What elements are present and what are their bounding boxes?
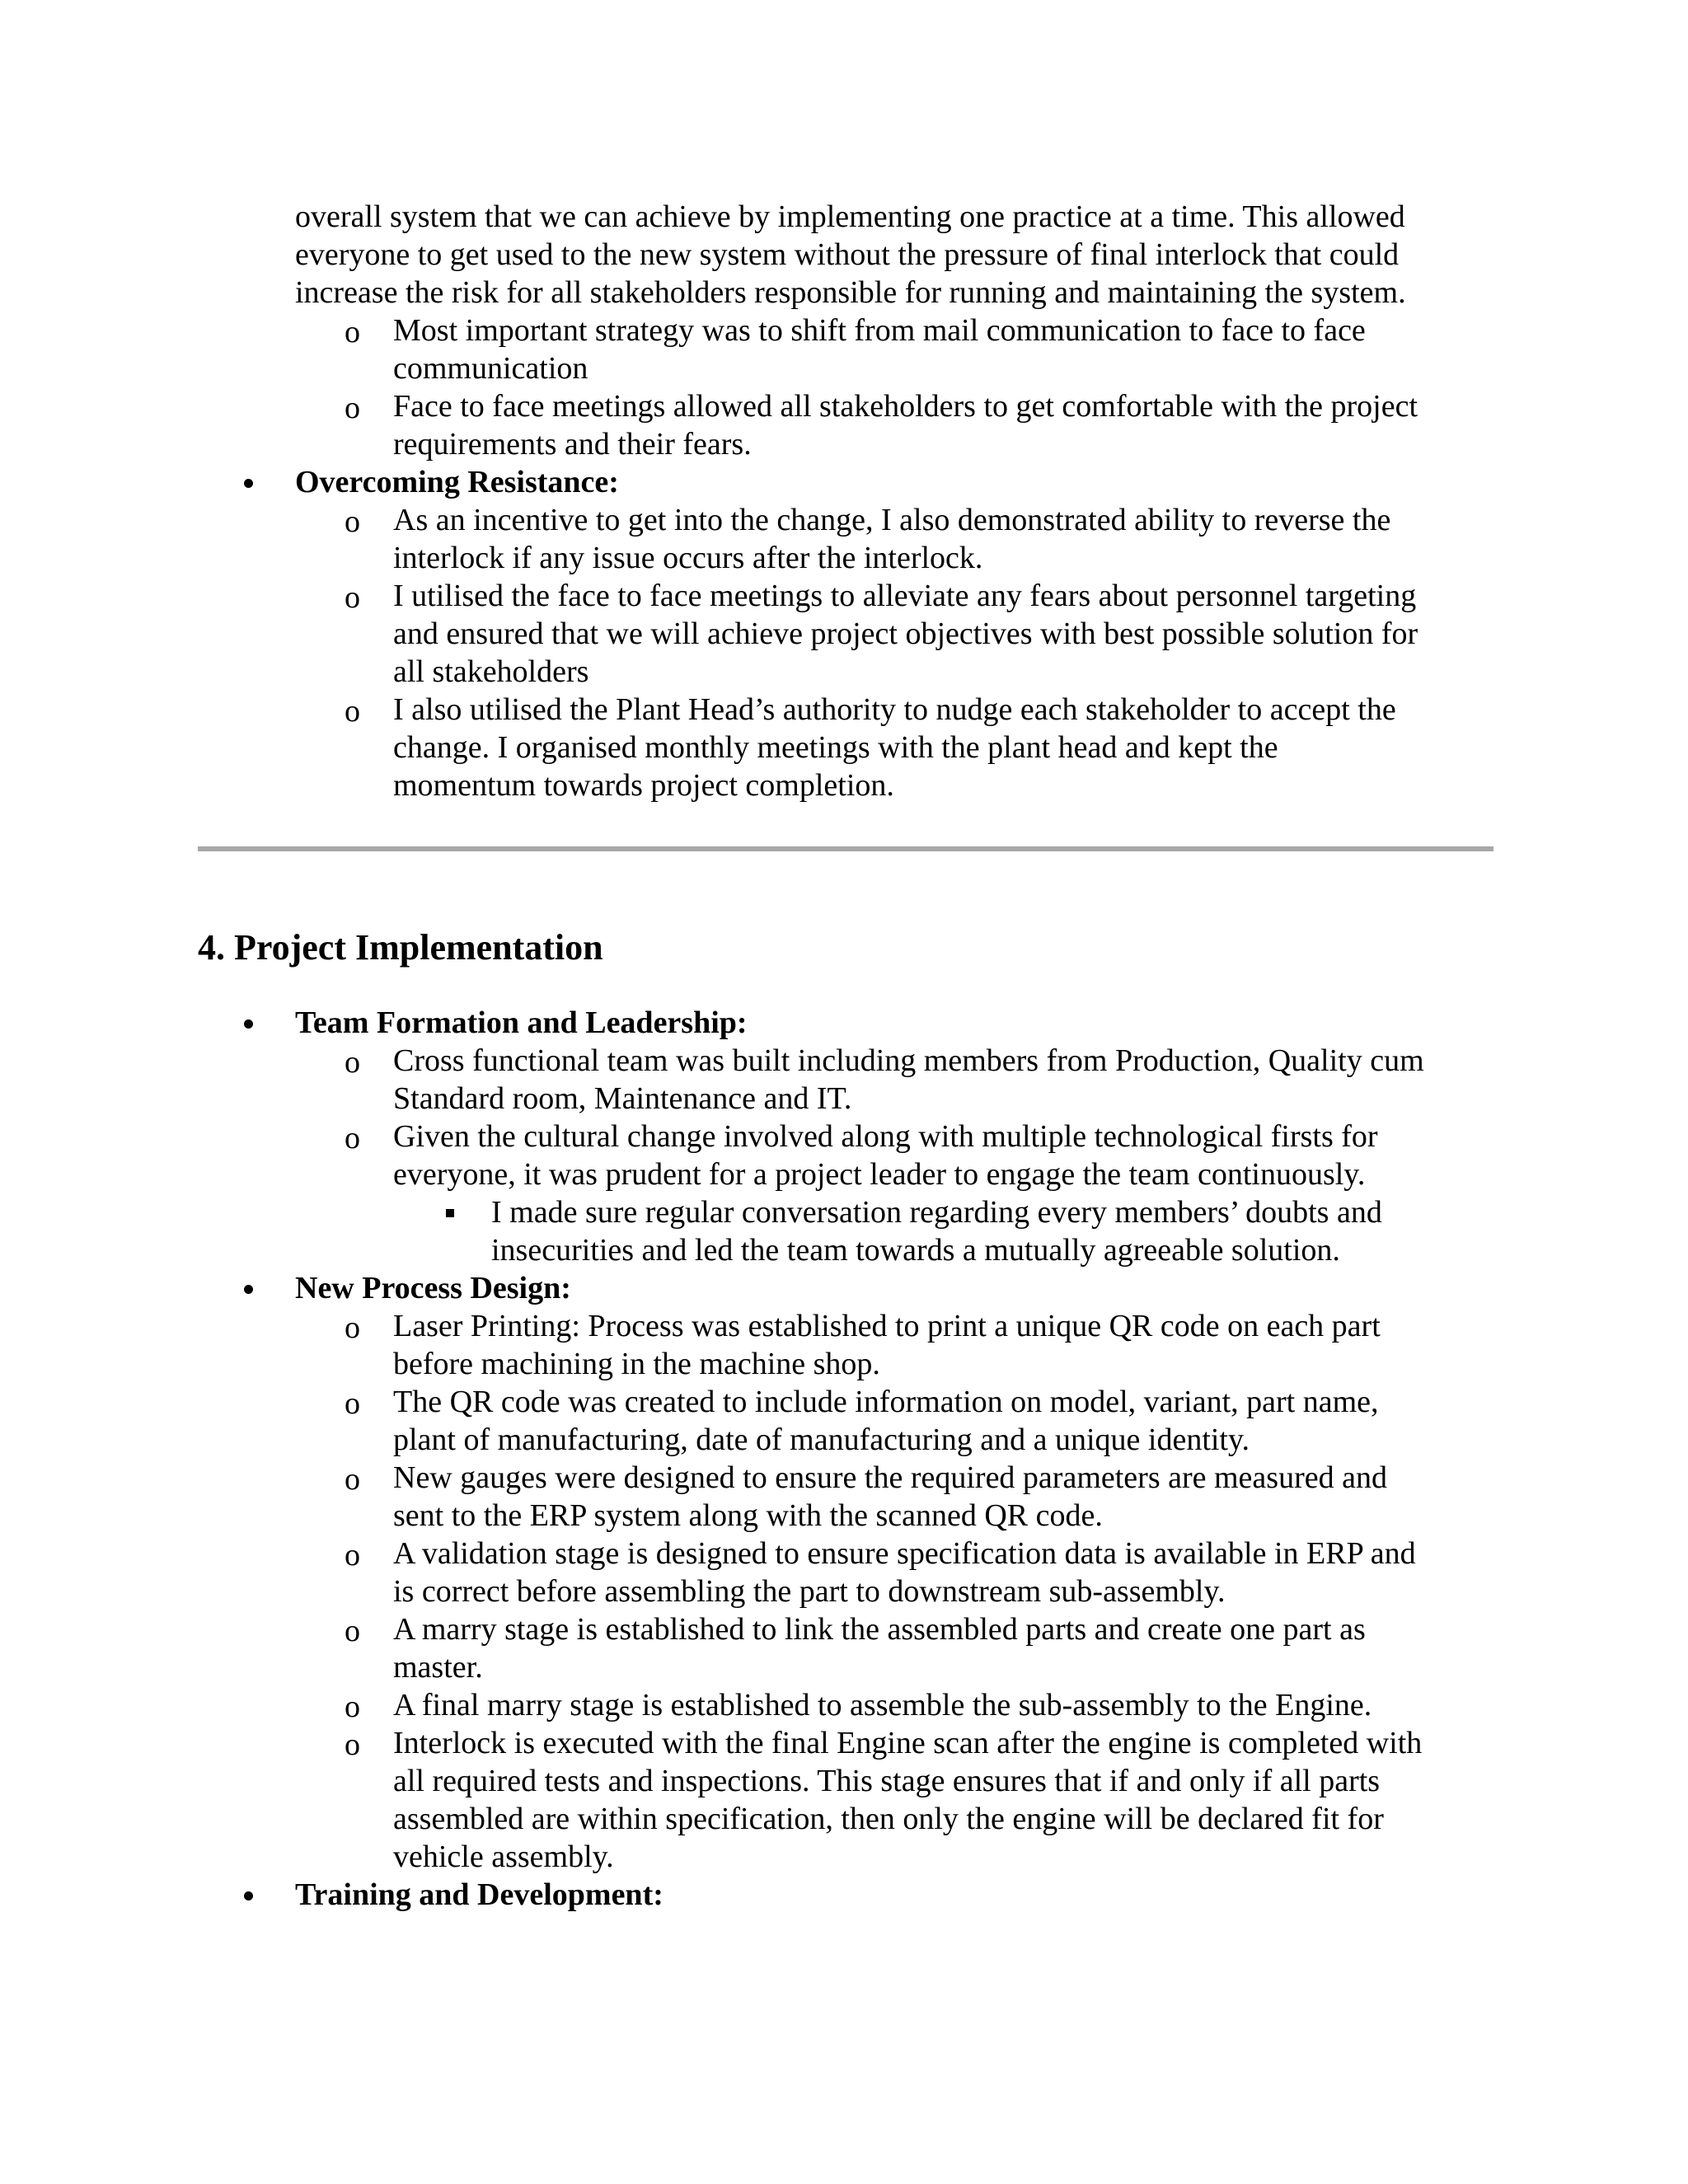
list-item-line: requirements and their fears.: [393, 427, 752, 462]
circle-bullet-icon: o: [345, 1690, 360, 1724]
circle-bullet-icon: o: [345, 1462, 360, 1497]
list-item-line: The QR code was created to include information on model, variant, part name,: [393, 1385, 1379, 1419]
list-item-line: change. I organised monthly meetings with the plant head and kept the: [393, 730, 1278, 765]
circle-bullet-icon: o: [345, 1310, 360, 1345]
list-item-line: New gauges were designed to ensure the required parameters are measured and: [393, 1460, 1387, 1495]
list-heading: Training and Development:: [295, 1877, 663, 1912]
circle-bullet-icon: o: [345, 315, 360, 349]
list-item-line: all required tests and inspections. This stage ensures that if and only if all parts: [393, 1764, 1381, 1798]
disc-bullet-icon: [244, 1285, 253, 1294]
list-item-line: sent to the ERP system along with the scanned QR code.: [393, 1498, 1103, 1533]
paragraph-line: increase the risk for all stakeholders responsible for running and maintaining the system.: [295, 275, 1406, 310]
list-item-line: interlock if any issue occurs after the interlock.: [393, 541, 983, 575]
circle-bullet-icon: o: [345, 580, 360, 615]
list-item-line: everyone, it was prudent for a project leader to engage the team continuously.: [393, 1157, 1366, 1192]
circle-bullet-icon: o: [345, 391, 360, 425]
list-heading: Overcoming Resistance:: [295, 465, 619, 499]
list-item-line: As an incentive to get into the change, I also demonstrated ability to reverse the: [393, 503, 1391, 537]
list-item-line: assembled are within specification, then only the engine will be declared fit for: [393, 1802, 1384, 1836]
circle-bullet-icon: o: [345, 504, 360, 539]
list-item-line: vehicle assembly.: [393, 1840, 614, 1874]
circle-bullet-icon: o: [345, 1045, 360, 1080]
list-item-line: A marry stage is established to link the assembled parts and create one part as: [393, 1612, 1366, 1647]
circle-bullet-icon: o: [345, 694, 360, 729]
list-item-line: Face to face meetings allowed all stakeholders to get comfortable with the project: [393, 389, 1418, 424]
list-item-line: I also utilised the Plant Head’s authority to nudge each stakeholder to accept the: [393, 692, 1396, 727]
list-item-line: master.: [393, 1650, 483, 1685]
list-item-line: insecurities and led the team towards a mutually agreeable solution.: [491, 1233, 1340, 1268]
circle-bullet-icon: o: [345, 1727, 360, 1762]
list-heading: New Process Design:: [295, 1271, 571, 1305]
disc-bullet-icon: [244, 1891, 253, 1900]
list-item-line: Most important strategy was to shift from mail communication to face to face: [393, 313, 1366, 348]
disc-bullet-icon: [244, 479, 253, 488]
circle-bullet-icon: o: [345, 1121, 360, 1155]
square-bullet-icon: [446, 1209, 454, 1217]
list-item-line: Given the cultural change involved along with multiple technological firsts for: [393, 1119, 1378, 1154]
list-item-line: A validation stage is designed to ensure specification data is available in ERP and: [393, 1536, 1416, 1571]
list-item-line: A final marry stage is established to assemble the sub-assembly to the Engine.: [393, 1688, 1372, 1722]
list-item-line: I utilised the face to face meetings to alleviate any fears about personnel targeting: [393, 579, 1417, 613]
horizontal-divider: [198, 846, 1493, 851]
list-item-line: plant of manufacturing, date of manufacturing and a unique identity.: [393, 1422, 1250, 1457]
paragraph-line: overall system that we can achieve by implementing one practice at a time. This allowed: [295, 199, 1405, 234]
list-item-line: Laser Printing: Process was established to print a unique QR code on each part: [393, 1309, 1381, 1343]
list-item-line: all stakeholders: [393, 654, 589, 689]
paragraph-line: everyone to get used to the new system without the pressure of final interlock that could: [295, 237, 1400, 272]
circle-bullet-icon: o: [345, 1614, 360, 1648]
list-item-line: communication: [393, 351, 588, 386]
list-item-line: Standard room, Maintenance and IT.: [393, 1081, 852, 1116]
list-item-line: before machining in the machine shop.: [393, 1347, 880, 1381]
list-item-line: and ensured that we will achieve project objectives with best possible solution for: [393, 616, 1418, 651]
list-item-line: momentum towards project completion.: [393, 768, 894, 803]
list-item-line: Interlock is executed with the final Engine scan after the engine is completed with: [393, 1726, 1423, 1760]
list-item-line: is correct before assembling the part to downstream sub-assembly.: [393, 1574, 1226, 1609]
list-heading: Team Formation and Leadership:: [295, 1005, 748, 1040]
disc-bullet-icon: [244, 1019, 253, 1029]
list-item-line: I made sure regular conversation regarding every members’ doubts and: [491, 1195, 1382, 1230]
list-item-line: Cross functional team was built including members from Production, Quality cum: [393, 1043, 1424, 1078]
section-heading: 4. Project Implementation: [198, 927, 603, 968]
circle-bullet-icon: o: [345, 1538, 360, 1572]
circle-bullet-icon: o: [345, 1386, 360, 1421]
